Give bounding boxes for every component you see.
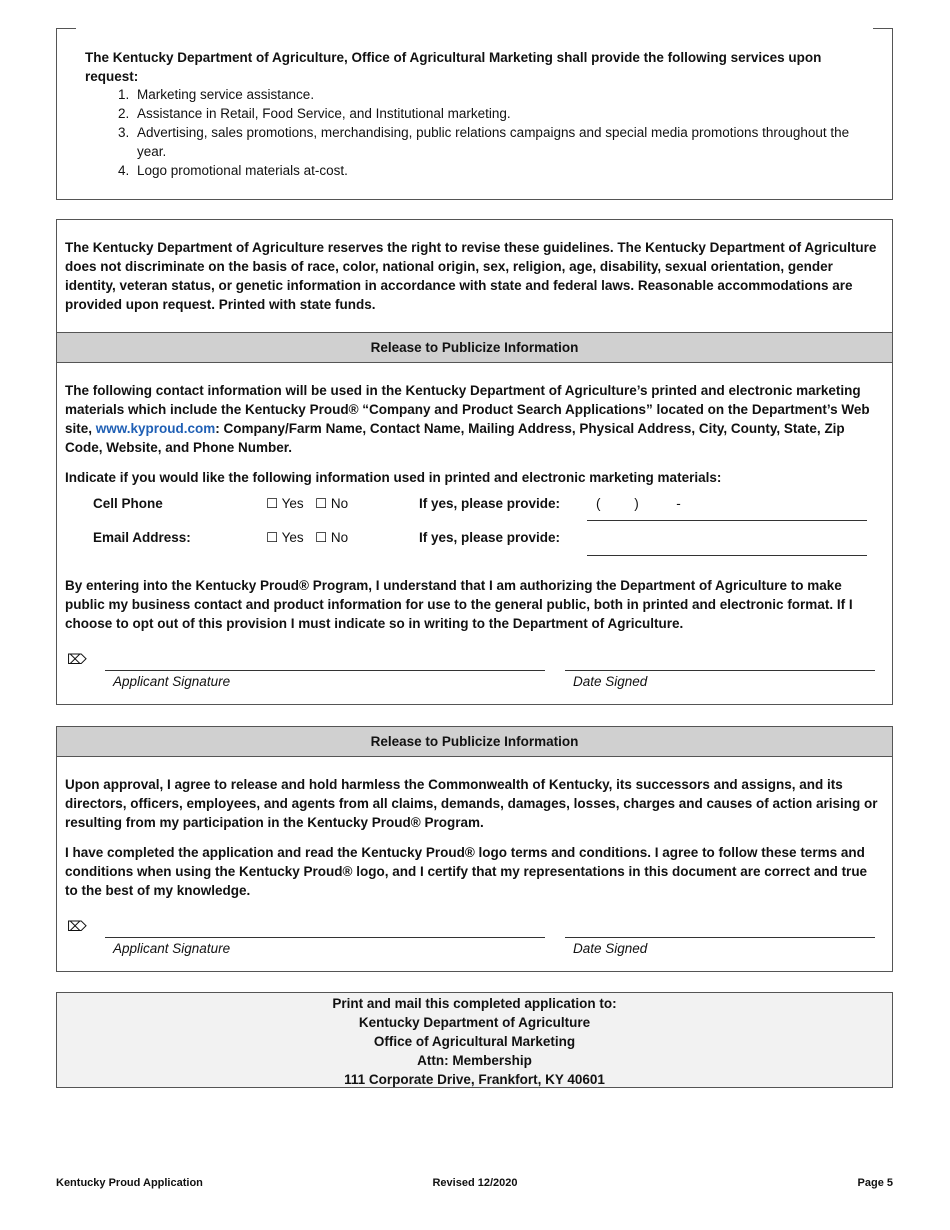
email-row [93, 528, 866, 548]
services-item: 3. Advertising, sales promotions, merchandising, public relations campaigns and special media promotions throughout the year. [133, 123, 868, 161]
services-list [85, 85, 868, 180]
indicate-text: Indicate if you would like the following information used in printed and electronic marketing materials: [65, 470, 722, 485]
date-signed-label: Date Signed [573, 674, 648, 689]
applicant-signature-label: Applicant Signature [113, 674, 231, 689]
services-intro: The Kentucky Department of Agriculture, Office of Agricultural Marketing shall provide the following services upon request: [85, 50, 822, 84]
cell-phone-provide-label: If yes, please provide: [419, 496, 561, 511]
services-box [56, 28, 893, 200]
release-header-1: Release to Publicize Information [57, 332, 892, 363]
authorize-text: By entering into the Kentucky Proud® Program, I understand that I am authorizing the Department of Agriculture to make public my business contact and product information for use to the general public, both in printed and electronic format. If I choose to opt out of this provision I must indicate so in writing to the Department of Agriculture. [65, 578, 853, 631]
mailing-address [57, 994, 892, 1089]
approval-text: Upon approval, I agree to release and hold harmless the Commonwealth of Kentucky, its successors and assigns, and its directors, officers, employees, and agents from all claims, demands, damages, losses, charges and causes of action arising or resulting from my participation in the Kentucky Proud® Program. [65, 777, 878, 830]
services-item: 4. Logo promotional materials at-cost. [133, 161, 868, 180]
cell-phone-underline [587, 520, 867, 521]
release-header-2: Release to Publicize Information [57, 727, 892, 757]
cell-phone-no-checkbox[interactable]: ☐ No [315, 496, 349, 511]
guidelines-text: The Kentucky Department of Agriculture reserves the right to revise these guidelines. The Kentucky Department of Agriculture does not discriminate on the basis of race, color, national origin, sex, religion, age, disability, sexual orientation, gender identity, veteran status, or genetic information in accordance with state and federal laws. Reasonable accommodations are provided upon request. Printed with state funds. [65, 240, 877, 312]
signature-line[interactable] [105, 670, 545, 671]
footer-page-number: Page 5 [857, 1177, 893, 1189]
applicant-signature-label: Applicant Signature [113, 941, 231, 956]
email-underline [587, 555, 867, 556]
cell-phone-yes-checkbox[interactable]: ☐ Yes [266, 496, 304, 511]
date-line[interactable] [565, 670, 875, 671]
date-line[interactable] [565, 937, 875, 938]
mail-line: Kentucky Department of Agriculture [358, 1015, 591, 1030]
mail-line: Office of Agricultural Marketing [373, 1034, 576, 1049]
email-yes-checkbox[interactable]: ☐ Yes [266, 530, 304, 545]
signature-marker-icon: ⌦ [67, 651, 87, 667]
cell-phone-row [93, 494, 866, 514]
release-box-1 [56, 219, 893, 705]
services-item: 1. Marketing service assistance. [133, 85, 868, 104]
email-label: Email Address: [93, 530, 191, 545]
release-box-2 [56, 726, 893, 972]
contact-info-text: The following contact information will be used in the Kentucky Department of Agriculture’s printed and electronic marketing materials which include the Kentucky Proud® “Company and Product Search Applications” located on the Department’s Web site, www.kyproud.com: Company/Farm Name, Contact Name, Mailing Address, Physical Address, City, County, State, Zip Code, Website, and Phone Number. [65, 383, 870, 455]
email-no-checkbox[interactable]: ☐ No [315, 530, 349, 545]
footer-center: Revised 12/2020 [432, 1177, 518, 1189]
footer-left: Kentucky Proud Application [56, 1177, 203, 1189]
signature-line[interactable] [105, 937, 545, 938]
services-item: 2. Assistance in Retail, Food Service, and Institutional marketing. [133, 104, 868, 123]
cell-phone-input[interactable]: ( ) - [596, 496, 681, 511]
mail-line: Attn: Membership [417, 1053, 532, 1068]
completed-text: I have completed the application and read the Kentucky Proud® logo terms and conditions. I agree to follow these terms and conditions when using the Kentucky Proud® logo, and I certify that my representations in this document are correct and true to the best of my knowledge. [65, 845, 868, 898]
date-signed-label: Date Signed [573, 941, 648, 956]
signature-marker-icon: ⌦ [67, 918, 87, 934]
cell-phone-label: Cell Phone [93, 496, 163, 511]
email-provide-label: If yes, please provide: [419, 530, 561, 545]
mail-line: 111 Corporate Drive, Frankfort, KY 40601 [344, 1072, 605, 1087]
kyproud-link[interactable]: www.kyproud.com [95, 421, 216, 436]
mail-line: Print and mail this completed application to: [332, 996, 617, 1011]
mailing-box [56, 992, 893, 1088]
